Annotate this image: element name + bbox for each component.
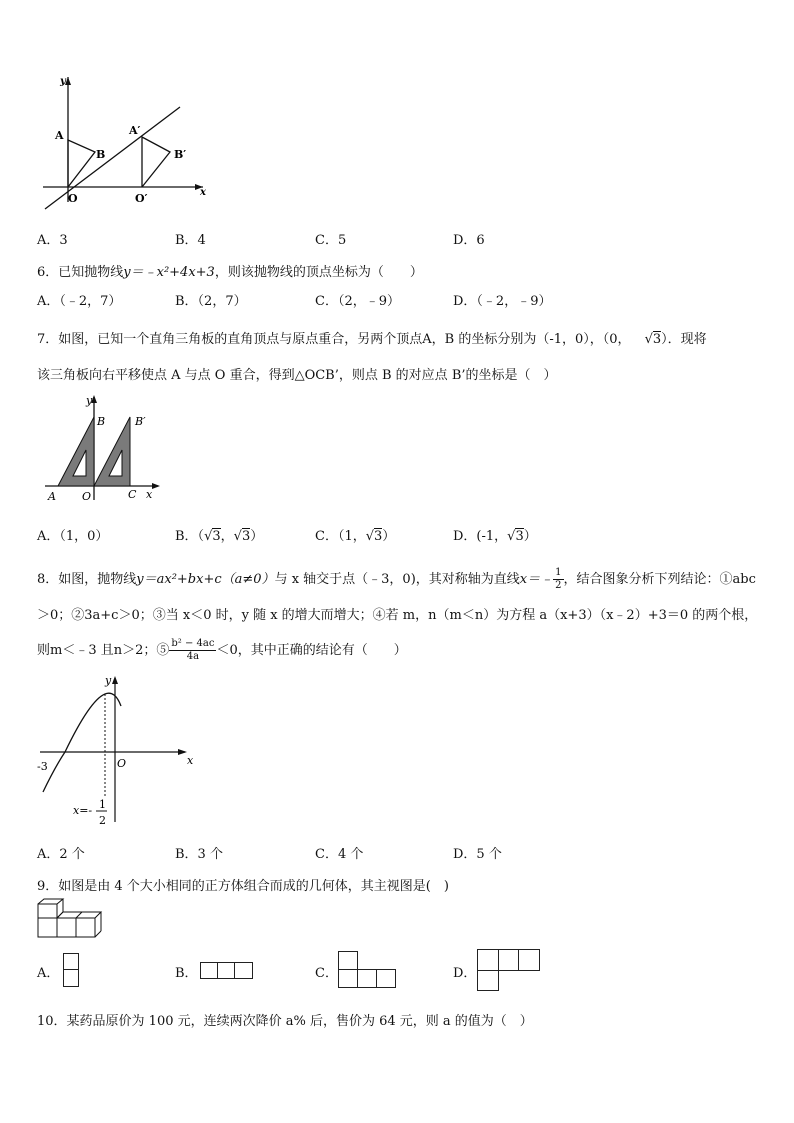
q9-option-b-label: B． <box>175 966 198 981</box>
q7-line-2: 该三角板向右平移使点 A 与点 O 重合，得到△OCB’，则点 B 的对应点 B’的坐标是（ ） <box>37 368 557 383</box>
q8-line-3 <box>37 638 407 663</box>
triangle-aob <box>68 140 95 187</box>
q7-option-b-sqrt-2: 3 <box>241 529 251 544</box>
label-x: x <box>200 187 206 198</box>
q8-axis-expression: x＝﹣ <box>519 572 554 587</box>
label-a: A <box>48 490 56 503</box>
q8-figure <box>35 672 205 832</box>
q7-option-a[interactable]: A．（1，0） <box>37 529 109 544</box>
q7-option-c[interactable]: C．（1，√3） <box>315 529 396 544</box>
label-c: C <box>128 488 137 501</box>
q6-question <box>37 261 423 280</box>
label-a: A <box>55 129 64 142</box>
q8-text-3a: 则m＜﹣3 且n＞2；⑤ <box>37 643 170 658</box>
label-a-prime: A′ <box>129 124 141 137</box>
q7-sqrt-value: 3 <box>652 332 662 347</box>
label-x: x <box>146 488 153 501</box>
q7-option-b-mid: ， <box>220 529 234 544</box>
label-axis-num: 1 <box>99 798 106 811</box>
q5-option-b[interactable]: B．4 <box>175 233 206 248</box>
q5-option-c[interactable]: C．5 <box>315 233 347 248</box>
q9-option-d-figure <box>477 949 540 991</box>
q9-option-a-figure <box>63 953 79 987</box>
q7-line-1 <box>37 328 707 347</box>
q6-text-2: ，则该抛物线的顶点坐标为（ ） <box>214 265 423 280</box>
q8-line-2: ＞0；②3a+c＞0；③当 x＜0 时，y 随 x 的增大而增大；④若 m，n（m＜n）为方程 a（x+3）（x﹣2）+3＝0 的两个根， <box>37 608 758 623</box>
diagonal-line <box>45 107 180 209</box>
label-o-prime: O′ <box>135 192 148 205</box>
q6-option-b[interactable]: B．（2，7） <box>175 294 247 309</box>
q5-figure <box>35 72 215 217</box>
q5-option-d[interactable]: D．6 <box>453 233 485 248</box>
q8-text-3b: ＜0，其中正确的结论有（ ） <box>216 643 407 658</box>
q8-option-b[interactable]: B．3 个 <box>175 847 223 862</box>
q9-3d-figure <box>37 898 107 940</box>
q8-text-1a: 8．如图，抛物线 <box>37 572 137 587</box>
label-b: B <box>96 148 106 161</box>
q8-discriminant-fraction <box>169 638 216 663</box>
q8-axis-fraction <box>553 567 563 592</box>
q9-option-d[interactable] <box>453 962 476 981</box>
q9-option-c[interactable] <box>315 962 338 981</box>
label-neg3: -3 <box>37 760 48 773</box>
parabola-curve <box>43 693 121 792</box>
q8-frac-num: 1 <box>555 567 562 578</box>
q5-option-a[interactable]: A．3 <box>37 233 68 248</box>
q7-option-d-sqrt: 3 <box>515 529 524 544</box>
q8-option-a[interactable]: A．2 个 <box>37 847 85 862</box>
q7-option-b-sqrt-1: 3 <box>212 529 221 544</box>
label-x: x <box>187 754 194 767</box>
label-y: y <box>105 674 112 687</box>
label-b-prime: B′ <box>135 415 146 428</box>
label-y: y <box>86 394 93 407</box>
q9-option-c-figure <box>338 951 396 988</box>
q8-frac-den: 2 <box>555 580 562 591</box>
q9-option-b[interactable] <box>175 962 198 981</box>
q8-frac2-den: 4a <box>186 651 200 662</box>
q9-option-a-label: A． <box>37 966 60 981</box>
triangle-aob <box>58 417 94 486</box>
label-o: O <box>68 192 78 205</box>
q6-expression: y＝﹣x²+4x+3 <box>123 265 215 280</box>
q7-figure <box>40 392 170 507</box>
label-y: y <box>60 76 66 87</box>
q7-option-b-post: ） <box>250 529 264 544</box>
sqrt-symbol: √ <box>644 332 653 347</box>
q6-option-d[interactable]: D．（﹣2，﹣9） <box>453 294 552 309</box>
q7-option-d-post: ） <box>523 529 537 544</box>
q10-question: 10．某药品原价为 100 元，连续两次降价 a% 后，售价为 64 元，则 a 的值为（ ） <box>37 1014 533 1029</box>
label-axis-x: x=- <box>73 804 93 817</box>
label-b: B <box>97 415 106 428</box>
label-o: O <box>82 490 92 503</box>
q6-option-c[interactable]: C．（2，﹣9） <box>315 294 400 309</box>
q7-option-b[interactable]: B．（√3，√3） <box>175 529 264 544</box>
q8-text-1c: ，结合图象分析下列结论：①abc <box>563 572 756 587</box>
q7-option-b-pre: B．（ <box>175 529 205 544</box>
label-b-prime: B′ <box>174 148 187 161</box>
q7-option-c-post: ） <box>382 529 396 544</box>
q8-text-1b: 与 x 轴交于点（﹣3，0)，其对称轴为直线 <box>274 572 520 587</box>
q8-parabola-expression: y＝ax²+bx+c（a≠0） <box>136 572 275 587</box>
q9-option-a[interactable] <box>37 962 59 981</box>
q8-line-1 <box>37 567 756 592</box>
q6-text-1: 6．已知抛物线 <box>37 265 124 280</box>
q8-option-d[interactable]: D．5 个 <box>453 847 502 862</box>
triangle-a-o-b-prime <box>142 137 170 187</box>
q9-question: 9．如图是由 4 个大小相同的正方体组合而成的几何体，其主视图是( ) <box>37 879 449 894</box>
q7-text-1b: ）．现将 <box>661 332 707 347</box>
q7-option-d-pre: D．(-1， <box>453 529 508 544</box>
q9-option-d-label: D． <box>453 966 477 981</box>
q9-option-c-label: C． <box>315 966 338 981</box>
q9-option-b-figure <box>200 962 253 979</box>
q8-frac2-num: b² − 4ac <box>171 638 215 649</box>
q7-text-1a: 7．如图，已知一个直角三角板的直角顶点与原点重合，另两个顶点A，B 的坐标分别为（-1，0），（0， <box>37 332 631 347</box>
q7-option-c-sqrt: 3 <box>374 529 383 544</box>
label-axis-den: 2 <box>99 814 106 827</box>
q7-option-c-pre: C．（1， <box>315 529 366 544</box>
q7-option-d[interactable]: D．(-1，√3） <box>453 529 537 544</box>
q6-option-a[interactable]: A．（﹣2，7） <box>37 294 122 309</box>
label-o: O <box>117 757 127 770</box>
q8-option-c[interactable]: C．4 个 <box>315 847 364 862</box>
